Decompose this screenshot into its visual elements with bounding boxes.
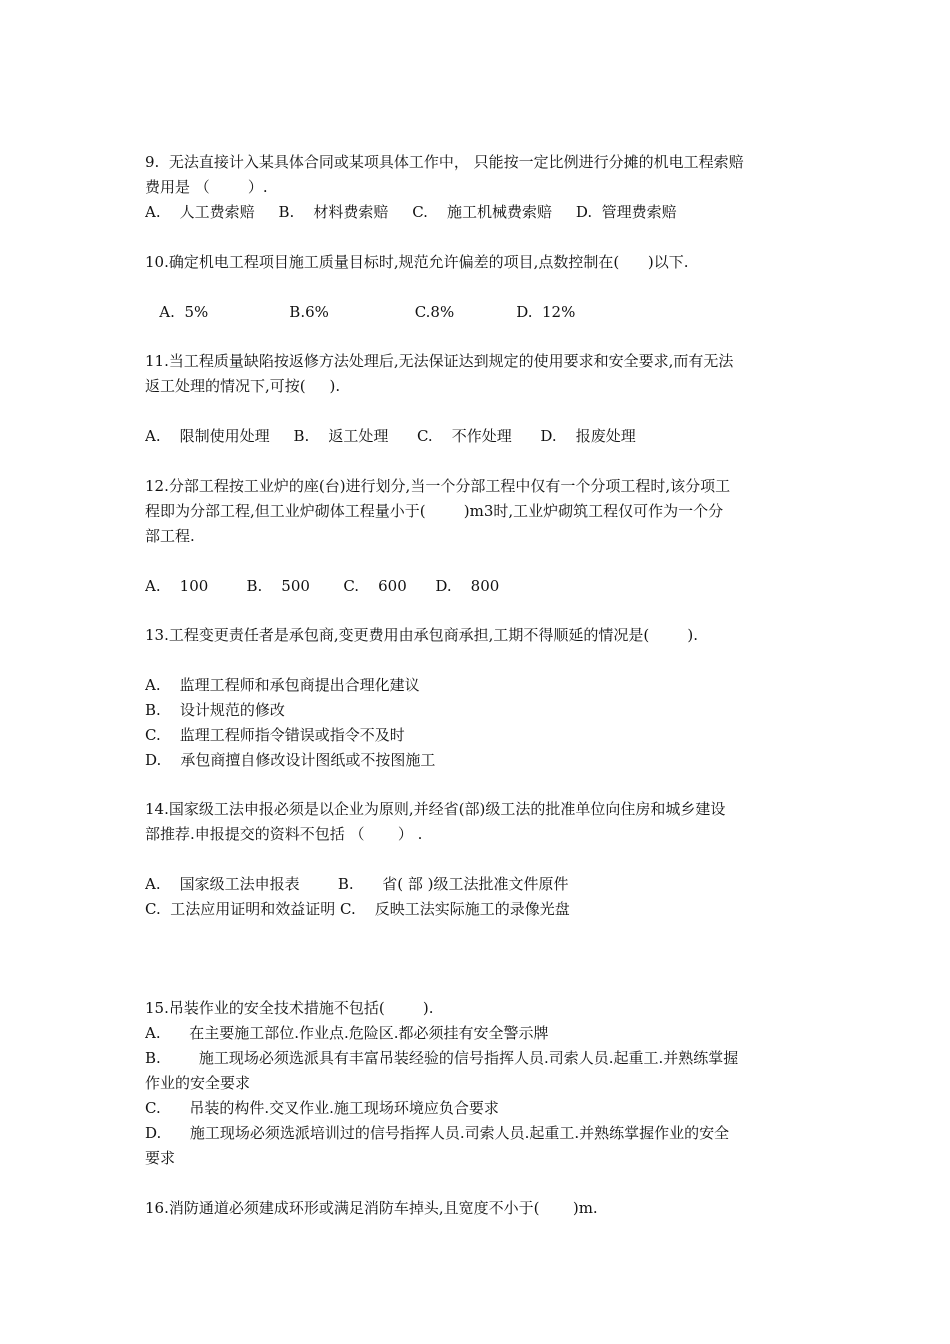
question-13-option-c: C. 监理工程师指令错误或指令不及时 — [145, 726, 405, 744]
question-15-option-b: B. 施工现场必须选派具有丰富吊装经验的信号指挥人员.司索人员.起重工.并熟练掌握 — [145, 1049, 739, 1067]
question-16-text-line-1: 16.消防通道必须建成环形或满足消防车掉头,且宽度不小于( )m. — [145, 1199, 598, 1217]
question-12-options: A. 100 B. 500 C. 600 D. 800 — [145, 577, 500, 595]
question-11-options: A. 限制使用处理 B. 返工处理 C. 不作处理 D. 报废处理 — [145, 427, 636, 445]
question-13-option-b: B. 设计规范的修改 — [145, 701, 285, 719]
question-14-text-line-2: 部推荐.申报提交的资料不包括 （ ） . — [145, 825, 423, 843]
question-10-options: A. 5% B.6% C.8% D. 12% — [145, 303, 576, 321]
question-15-option-b-cont: 作业的安全要求 — [145, 1074, 251, 1092]
question-9-text-line-2: 费用是 （ ）. — [145, 178, 268, 196]
question-13-option-a: A. 监理工程师和承包商提出合理化建议 — [145, 676, 420, 694]
question-10-text-line-1: 10.确定机电工程项目施工质量目标时,规范允许偏差的项目,点数控制在( )以下. — [145, 253, 689, 271]
question-13-option-d: D. 承包商擅自修改设计图纸或不按图施工 — [145, 751, 436, 769]
question-15-option-d: D. 施工现场必须选派培训过的信号指挥人员.司索人员.起重工.并熟练掌握作业的安全 — [145, 1124, 730, 1142]
question-12-text-line-1: 12.分部工程按工业炉的座(台)进行划分,当一个分部工程中仅有一个分项工程时,该分项工 — [145, 477, 731, 495]
question-9-options: A. 人工费索赔 B. 材料费索赔 C. 施工机械费索赔 D. 管理费索赔 — [145, 203, 677, 221]
question-11-text-line-2: 返工处理的情况下,可按( ). — [145, 377, 341, 395]
question-12-text-line-2: 程即为分部工程,但工业炉砌体工程量小于( )m3时,工业炉砌筑工程仅可作为一个分 — [145, 502, 724, 520]
question-15-option-d-cont: 要求 — [145, 1149, 176, 1167]
question-15-text-line-1: 15.吊装作业的安全技术措施不包括( ). — [145, 999, 434, 1017]
question-14-options-line-2: C. 工法应用证明和效益证明 C. 反映工法实际施工的录像光盘 — [145, 900, 570, 918]
question-9-text-line-1: 9. 无法直接计入某具体合同或某项具体工作中， 只能按一定比例进行分摊的机电工程索赔 — [145, 153, 744, 171]
question-15-option-c: C. 吊装的构件.交叉作业.施工现场环境应负合要求 — [145, 1099, 499, 1117]
question-15-option-a: A. 在主要施工部位.作业点.危险区.都必须挂有安全警示牌 — [145, 1024, 549, 1042]
question-14-text-line-1: 14.国家级工法申报必须是以企业为原则,并经省(部)级工法的批准单位向住房和城乡建设 — [145, 800, 726, 818]
question-11-text-line-1: 11.当工程质量缺陷按返修方法处理后,无法保证达到规定的使用要求和安全要求,而有无法 — [145, 352, 734, 370]
question-14-options-line-1: A. 国家级工法申报表 B. 省( 部 )级工法批准文件原件 — [145, 875, 569, 893]
question-13-text-line-1: 13.工程变更责任者是承包商,变更费用由承包商承担,工期不得顺延的情况是( ). — [145, 626, 699, 644]
question-12-text-line-3: 部工程. — [145, 527, 195, 545]
